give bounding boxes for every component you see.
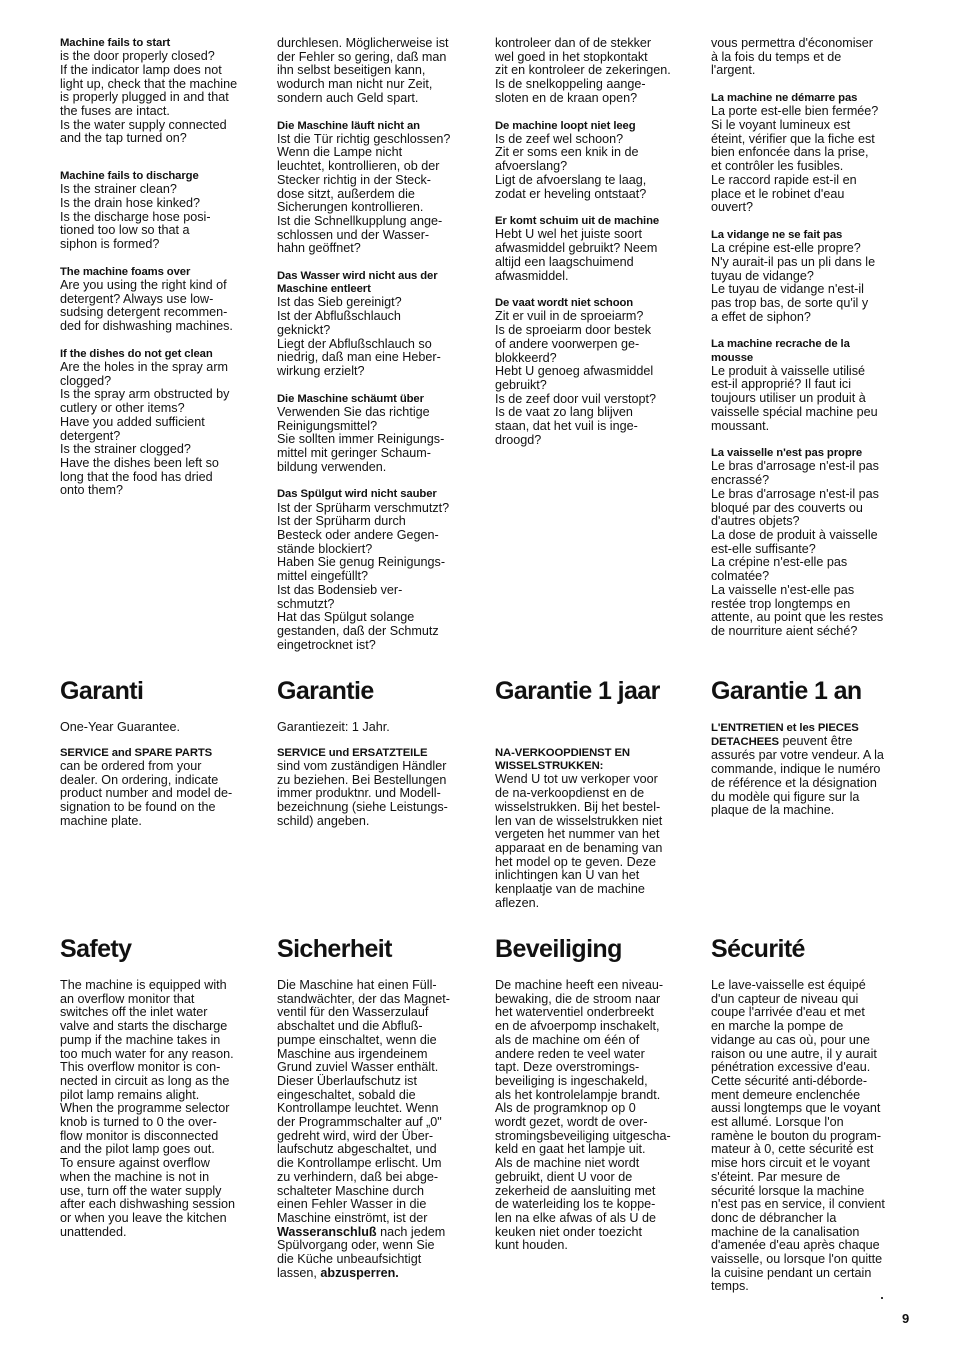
guarantee-heading: Garantie 1 an bbox=[711, 677, 862, 705]
troubleshooting-nl bbox=[495, 37, 695, 447]
trouble-section bbox=[495, 37, 695, 106]
service-title: NA-VERKOOPDIENST EN WISSELSTRUKKEN: bbox=[495, 747, 630, 773]
trouble-section bbox=[277, 120, 477, 257]
service-title: SERVICE und ERSATZTEILE bbox=[277, 746, 428, 759]
trouble-section bbox=[277, 393, 477, 475]
section-title: La vaisselle n'est pas propre bbox=[711, 447, 863, 460]
section-title: Machine fails to discharge bbox=[60, 170, 199, 183]
section-text: vous permettra d'économiser à la fois du temps et de l'argent. bbox=[711, 36, 873, 78]
safety-text: Le lave-vaisselle est équipé d'un capteur de niveau qui coupe l'arrivée d'eau et met en marche la pompe de vidange au cas où, pour une raison ou une autre, il y aurait pénétration excessive d'eau. Cette sécurité anti-débordе- ment demeure enclenchée aussi longtemps que le voyant est allumé. Lorsque l'on ramène le bouton du program- mateur à 0, cette sécurité est mise hors circuit et le voyant s'éteint. Par mesure de sécurité lorsque la machine n'est pas en service, il convient donc de débrancher la machine de la canalisation d'amenée d'eau après chaque vaisselle, ou lorsque l'on quitte la cuisine pendant un certain temps. bbox=[711, 978, 885, 1294]
section-title: Er komt schuim uit de machine bbox=[495, 215, 660, 228]
safety-paragraph bbox=[277, 979, 477, 1280]
safety-text: Die Maschine hat einen Füll- standwächter, der das Magnet- ventil für den Wasserzulauf abschaltet und die Abfluß- pumpe einschaltet, wenn die Maschine aus irgendeinem Grund zuviel Wasser enthält. Dieser Überlaufschutz ist eingeschaltet, sobald die Kontrollampe leuchtet. Wenn der Programmschalter auf „0" gedreht wird, wird der Über- laufschutz abgeschaltet, und die Kontrollampe erlischt. Um zu verhindern, daß bei abge- schalteter Maschine durch einen Fehler Wasser in die Maschine einströmt, ist der bbox=[277, 978, 450, 1225]
trouble-section bbox=[60, 348, 260, 498]
section-text: Is the strainer clean? Is the drain hose kinked? Is the discharge hose posi- tioned too low so that a siphon is formed? bbox=[60, 182, 211, 252]
section-title: The machine foams over bbox=[60, 265, 191, 278]
service-text: peuvent être assurés par votre vendeur. A la commande, indique le numéro de référence et la désignation du modèle qui figure sur la plaque de la machine. bbox=[711, 734, 884, 818]
section-title: La machine recrache de la mousse bbox=[711, 338, 850, 364]
safety-fr bbox=[711, 935, 911, 1294]
section-title: If the dishes do not get clean bbox=[60, 347, 213, 360]
trouble-section bbox=[495, 297, 695, 447]
safety-heading: Beveiliging bbox=[495, 935, 622, 963]
trouble-section bbox=[711, 92, 911, 215]
guarantee-de bbox=[277, 677, 477, 828]
section-title: La machine ne démarre pas bbox=[711, 92, 858, 105]
section-title: De vaat wordt niet schoon bbox=[495, 297, 634, 310]
section-text: Hebt U wel het juiste soort afwasmiddel gebruikt? Neem altijd een laagschuimend afwasmiddel. bbox=[495, 227, 658, 283]
trouble-section bbox=[60, 170, 260, 252]
service-text: sind vom zuständigen Händler zu beziehen. Bei Bestellungen immer produktnr. und Modell- bezeichnung (siehe Leistungs- schild) angeben. bbox=[277, 758, 448, 828]
section-title: Die Maschine läuft nicht an bbox=[277, 119, 420, 132]
safety-de bbox=[277, 935, 477, 1280]
trouble-section bbox=[60, 37, 260, 146]
section-title: De machine loopt niet leeg bbox=[495, 119, 636, 132]
section-title: Die Maschine schäumt über bbox=[277, 392, 424, 405]
safety-text: De machine heeft een niveau- bewaking, die de stroom naar het waterventiel onderbreekt en de afvoerpomp inschakelt, als de machine om één of andere reden te veel water tapt. Deze overstromings- beveiliging is ingeschakeld, als het kontrolelampje brandt. Als de programknop op 0 wordt gezet, wordt de over- stromingsbeveiliging uitgescha- keld en gaat het lampje uit. Als de machine niet wordt gebruikt, dient U voor de zekerheid de aansluiting met de waterleiding los te koppe- len na elke afwas of als U de keuken niet onder toezicht kunt houden. bbox=[495, 978, 671, 1253]
safety-nl bbox=[495, 935, 695, 1253]
section-text: Is de zeef wel schoon? Zit er soms een knik in de afvoerslang? Ligt de afvoerslang te laag, zodat er heveling ontstaat? bbox=[495, 131, 647, 201]
trouble-section bbox=[711, 338, 911, 433]
trouble-section bbox=[277, 270, 477, 379]
section-text: Le produit à vaisselle utilisé est-il approprié? Il faut ici toujours utiliser un produit à vaisselle spécial machine peu moussant. bbox=[711, 363, 878, 433]
section-text: Ist der Sprüharm verschmutzt? Ist der Sprüharm durch Besteck oder andere Gegen- stände blockiert? Haben Sie genug Reinigungs- mittel eingefüllt? Ist das Bodensieb ver- schmutzt? Hat das Spülgut solange gestanden, daß der Schmutz eingetrocknet ist? bbox=[277, 500, 450, 652]
guarantee-nl bbox=[495, 677, 695, 910]
section-text: kontroleer dan of de stekker wel goed in het stopkontakt zit en kontroleer de zekeringen. Is de snelkoppeling aange- sloten en de kraan open? bbox=[495, 36, 671, 105]
section-title: Das Wasser wird nicht aus der Maschine entleert bbox=[277, 270, 438, 296]
service-title: L'ENTRETIEN et les PIECES DETACHEES bbox=[711, 722, 859, 749]
guarantee-heading: Garanti bbox=[60, 677, 144, 705]
section-text: is the door properly closed? If the indicator lamp does not light up, check that the machine is properly plugged in and that the fuses are intact. Is the water supply connected and the tap turned on? bbox=[60, 49, 238, 146]
troubleshooting-fr bbox=[711, 37, 911, 639]
service-paragraph bbox=[711, 721, 911, 818]
trouble-section bbox=[711, 229, 911, 324]
trouble-section bbox=[711, 447, 911, 638]
guarantee-intro: Garantiezeit: 1 Jahr. bbox=[277, 720, 390, 734]
service-text: can be ordered from your dealer. On ordering, indicate product number and model de- signation to be found on the machine plate. bbox=[60, 758, 233, 828]
troubleshooting-en bbox=[60, 37, 260, 498]
service-text: Wend U tot uw verkoper voor de na-verkoopdienst en de wisselstrukken. Bij het bestel- len van de wisselstrukken niet vergeten het nummer van het apparaat en de benaming van het model op te geven. Deze inlichtingen kan U van het kenplaatje van de machine aflezen. bbox=[495, 772, 663, 910]
section-text: Ist die Tür richtig geschlossen? Wenn die Lampe nicht leuchtet, kontrollieren, ob der Stecker richtig in der Steck- dose sitzt, außerdem die Sicherungen kontrollieren. Ist die Schnellkupplung ange- schlossen und der Wasser- hahn geöffnet? bbox=[277, 131, 451, 256]
print-speck bbox=[881, 1297, 883, 1299]
trouble-section bbox=[495, 120, 695, 202]
guarantee-en bbox=[60, 677, 260, 828]
section-text: Are the holes in the spray arm clogged? Is the spray arm obstructed by cutlery or other items? Have you added sufficient detergent? Is the strainer clogged? Have the dishes been left so long that the food has dried onto them? bbox=[60, 360, 230, 498]
trouble-section bbox=[495, 215, 695, 283]
section-text: Are you using the right kind of detergent? Always use low- sudsing detergent recommen- ded for dishwashing machines. bbox=[60, 278, 233, 334]
safety-heading: Sicherheit bbox=[277, 935, 392, 963]
trouble-section bbox=[277, 37, 477, 106]
trouble-section bbox=[60, 266, 260, 334]
section-text: Verwenden Sie das richtige Reinigungsmittel? Sie sollten immer Reinigungs- mittel mit geringer Schaum- bildung verwenden. bbox=[277, 404, 445, 474]
guarantee-heading: Garantie 1 jaar bbox=[495, 677, 660, 705]
guarantee-intro: One-Year Guarantee. bbox=[60, 720, 180, 734]
trouble-section bbox=[711, 37, 911, 78]
safety-emphasis: abzusperren. bbox=[320, 1265, 399, 1280]
safety-text: nach jedem Spülvorgang oder, wenn Sie die Küche unbeaufsichtigt lassen, bbox=[277, 1224, 446, 1280]
safety-heading: Sécurité bbox=[711, 935, 805, 963]
guarantee-fr bbox=[711, 677, 911, 818]
guarantee-heading: Garantie bbox=[277, 677, 374, 705]
section-title: La vidange ne se fait pas bbox=[711, 228, 843, 241]
safety-emphasis: Wasseranschluß bbox=[277, 1224, 377, 1239]
section-text: Ist das Sieb gereinigt? Ist der Abflußschlauch geknickt? Liegt der Abflußschlauch so niedrig, daß man eine Heber- wirkung erzielt? bbox=[277, 295, 441, 378]
section-title: Machine fails to start bbox=[60, 37, 171, 49]
section-text: Le bras d'arrosage n'est-il pas encrassé? Le bras d'arrosage n'est-il pas bloqué par des couverts ou d'autres objets? La dose de produit à vaisselle est-elle suffisante? La crépine n'est-elle pas colmatée? La vaisselle n'est-elle pas restée trop longtemps en attente, au point que les restes de nourriture aient séché? bbox=[711, 459, 884, 638]
safety-en bbox=[60, 935, 260, 1239]
service-title: SERVICE and SPARE PARTS bbox=[60, 746, 213, 759]
troubleshooting-de bbox=[277, 37, 477, 652]
section-text: durchlesen. Möglicherweise ist der Fehler so gering, daß man ihn selbst beseitigen kann, wodurch man nicht nur Zeit, sondern auch Geld spart. bbox=[277, 36, 449, 105]
section-text: Zit er vuil in de sproeiarm? Is de sproeiarm door bestek of andere voorwerpen ge- blokkeerd? Hebt U genoeg afwasmiddel gebruikt? Is de zeef door vuil verstopt? Is de vaat zo lang blijven staan, dat het vuil is inge- droogd? bbox=[495, 309, 657, 447]
safety-heading: Safety bbox=[60, 935, 132, 963]
trouble-section bbox=[277, 488, 477, 652]
section-text: La porte est-elle bien fermée? Si le voyant lumineux est éteint, vérifier que la fiche est bien enfoncée dans la prise, et contrôler les fusibles. Le raccord rapide est-il en place et le robinet d'eau ouvert? bbox=[711, 104, 879, 215]
safety-text: The machine is equipped with an overflow monitor that switches off the inlet water valve and starts the discharge pump if the machine takes in too much water for any reason. This overflow monitor is con- nected in circuit as long as the pilot lamp remains alight. When the programme selector knob is turned to 0 the over- flow monitor is disconnected and the pilot lamp goes out. To ensure against overflow when the machine is not in use, turn off the water supply after each dishwashing session or when you leave the kitchen unattended. bbox=[60, 978, 236, 1239]
page-number: 9 bbox=[902, 1311, 910, 1326]
section-title: Das Spülgut wird nicht sauber bbox=[277, 488, 437, 501]
section-text: La crépine est-elle propre? N'y aurait-il pas un pli dans le tuyau de vidange? Le tuyau de vidange n'est-il pas trop bas, de sorte qu'il y a effet de siphon? bbox=[711, 241, 876, 324]
